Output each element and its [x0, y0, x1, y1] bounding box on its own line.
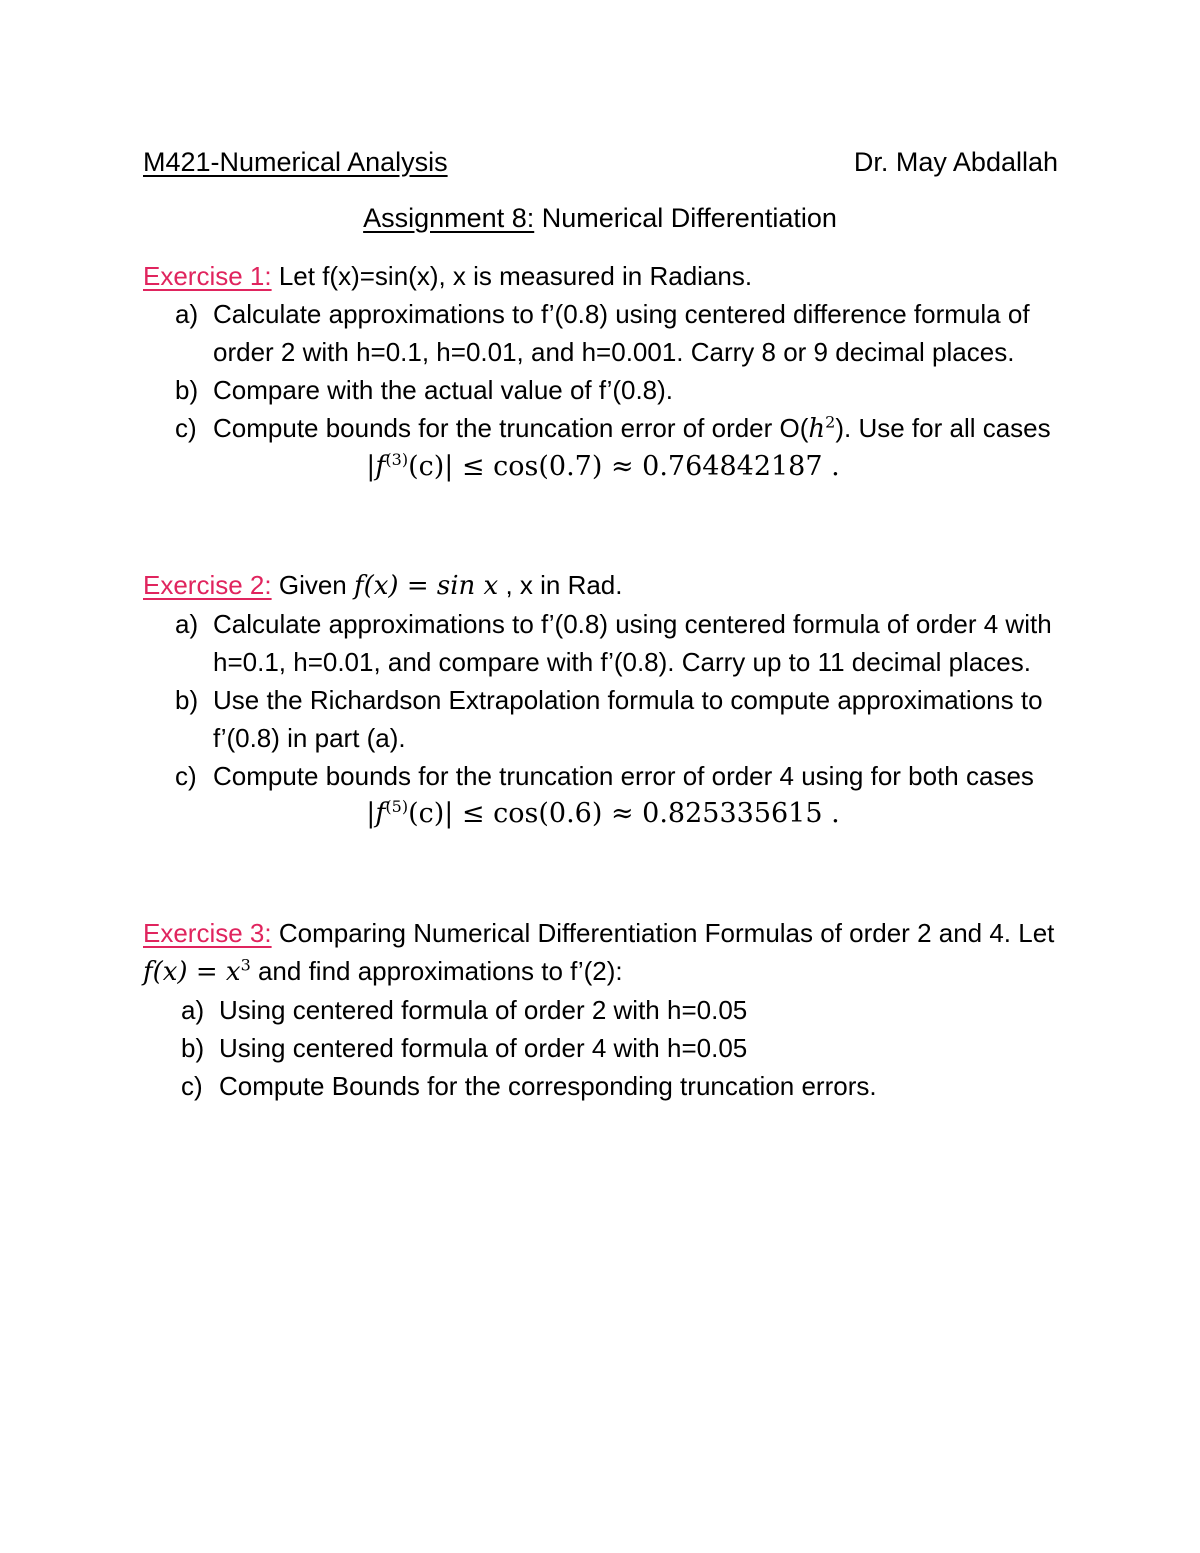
exercise-2-intro — [143, 566, 1063, 605]
exercise-1-item-a — [143, 295, 1063, 371]
exercise-3-intro — [143, 914, 1063, 991]
bound-rhs: (c)| ≤ cos(0.7) ≈ 0.764842187 . — [408, 451, 840, 482]
bound-lhs: |f — [366, 451, 386, 482]
exercise-2-intro-after: , x in Rad. — [498, 570, 623, 600]
item-letter: a) — [175, 299, 199, 329]
item-letter: c) — [181, 1071, 203, 1101]
page-header — [143, 143, 1058, 181]
exercise-1-item-c — [143, 409, 1063, 448]
exercise-2-intro-before: Given — [278, 570, 354, 600]
item-text: Using centered formula of order 4 with h=0.05 — [219, 1033, 748, 1063]
item-text: Calculate approximations to f’(0.8) using centered difference formula of order 2 with h=0.1, h=0.01, and h=0.001. Carry 8 or 9 decimal places. — [213, 299, 1030, 367]
item-letter: b) — [175, 685, 199, 715]
item-text: Calculate approximations to f’(0.8) using centered formula of order 4 with h=0.1, h=0.01, and compare with f’(0.8). Carry up to 11 decimal places. — [213, 609, 1052, 677]
assignment-label: Assignment 8: — [363, 203, 535, 233]
item-text-before: Compute bounds for the truncation error of order O( — [213, 413, 809, 443]
exercise-3-intro-before: Comparing Numerical Differentiation Formulas of order 2 and 4. Let — [278, 918, 1055, 948]
exercise-3-intro-sup: 3 — [240, 955, 251, 975]
exercise-1-bound-formula — [143, 448, 1063, 486]
instructor-name: Dr. May Abdallah — [853, 147, 1058, 177]
assignment-topic: Numerical Differentiation — [541, 203, 837, 233]
exercise-3-item-a — [143, 991, 1063, 1029]
item-text-after: ). Use for all cases — [835, 413, 1051, 443]
exercise-1-item-b — [143, 371, 1063, 409]
exercise-2-item-b — [143, 681, 1063, 757]
bound-sup: (5) — [385, 797, 409, 816]
item-text: Compare with the actual value of f’(0.8). — [213, 375, 674, 405]
course-title: M421-Numerical Analysis — [143, 147, 448, 177]
exercise-3 — [143, 914, 1063, 1105]
exercise-2-intro-math: f(x) = sin x — [354, 571, 499, 601]
assignment-title — [0, 199, 1200, 237]
math-h: h — [808, 414, 826, 444]
exercise-2 — [143, 566, 1063, 833]
item-text: Compute Bounds for the corresponding truncation errors. — [219, 1071, 877, 1101]
exercise-1-intro-text: Let f(x)=sin(x), x is measured in Radians. — [278, 261, 753, 291]
exercise-1 — [143, 257, 1063, 486]
exercise-2-item-a — [143, 605, 1063, 681]
item-letter: b) — [181, 1033, 205, 1063]
item-letter: a) — [181, 995, 205, 1025]
exercise-2-label: Exercise 2: — [143, 570, 272, 600]
math-sup: 2 — [825, 412, 836, 432]
item-text: Compute bounds for the truncation error of order 4 using for both cases — [213, 761, 1034, 791]
exercise-1-intro — [143, 257, 1063, 295]
item-text: Use the Richardson Extrapolation formula to compute approximations to f’(0.8) in part (a). — [213, 685, 1043, 753]
item-text: Using centered formula of order 2 with h=0.05 — [219, 995, 748, 1025]
item-letter: c) — [175, 413, 197, 443]
exercise-3-item-c — [143, 1067, 1063, 1105]
item-letter: b) — [175, 375, 199, 405]
item-letter: a) — [175, 609, 199, 639]
item-letter: c) — [175, 761, 197, 791]
bound-lhs: |f — [366, 798, 386, 829]
exercise-3-intro-math: f(x) = x — [143, 957, 241, 987]
exercise-3-label: Exercise 3: — [143, 918, 272, 948]
bound-sup: (3) — [385, 450, 409, 469]
exercise-2-bound-formula — [143, 795, 1063, 833]
bound-rhs: (c)| ≤ cos(0.6) ≈ 0.825335615 . — [408, 798, 840, 829]
exercise-2-item-c — [143, 757, 1063, 795]
exercise-3-intro-after: and find approximations to f’(2): — [250, 956, 623, 986]
exercise-1-label: Exercise 1: — [143, 261, 272, 291]
exercise-3-item-b — [143, 1029, 1063, 1067]
